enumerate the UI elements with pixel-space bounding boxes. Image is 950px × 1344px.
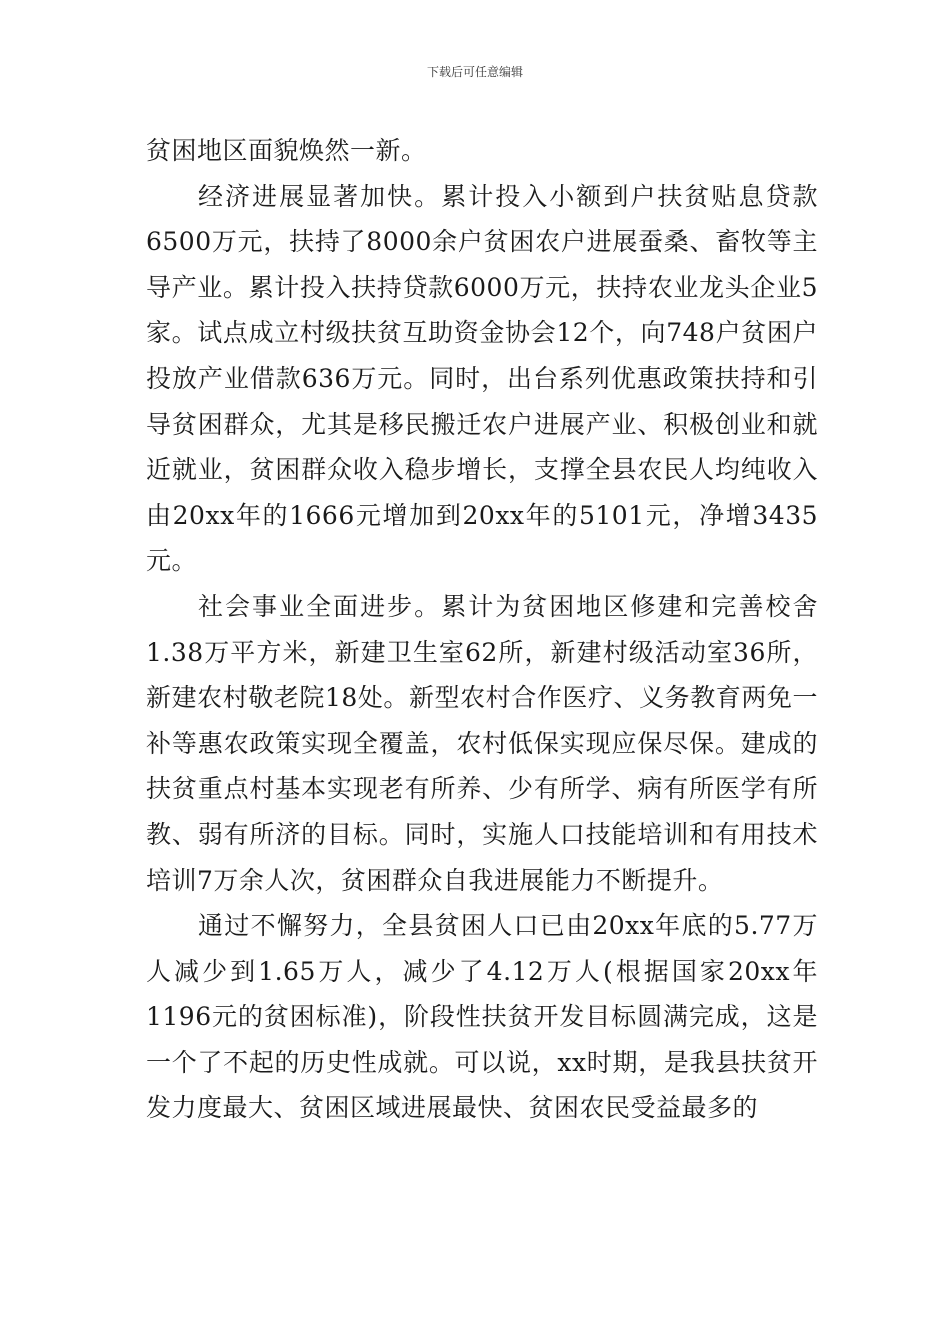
document-body [146,128,818,1131]
paragraph-continuation: 贫困地区面貌焕然一新。 [146,136,427,165]
paragraph-economic-development: 经济进展显著加快。累计投入小额到户扶贫贴息贷款6500万元，扶持了8000余户贫困农户进展蚕桑、畜牧等主导产业。累计投入扶持贷款6000万元，扶持农业龙头企业5家。试点成立村级扶贫互助资金协会12个，向748户贫困户投放产业借款636万元。同时，出台系列优惠政策扶持和引导贫困群众，尤其是移民搬迁农户进展产业、积极创业和就近就业，贫困群众收入稳步增长，支撑全县农民人均纯收入由20xx年的1666元增加到20xx年的5101元，净增3435元。 [146,181,818,576]
page-header: 下载后可任意编辑 [426,65,523,79]
paragraph-poverty-reduction: 通过不懈努力，全县贫困人口已由20xx年底的5.77万人减少到1.65万人，减少了4.12万人(根据国家20xx年1196元的贫困标准)，阶段性扶贫开发目标圆满完成，这是一个了不起的历史性成就。可以说，xx时期，是我县扶贫开发力度最大、贫困区域进展最快、贫困农民受益最多的 [146,911,818,1123]
paragraph-social-progress: 社会事业全面进步。累计为贫困地区修建和完善校舍1.38万平方米，新建卫生室62所，新建村级活动室36所，新建农村敬老院18处。新型农村合作医疗、义务教育两免一补等惠农政策实现全覆盖，农村低保实现应保尽保。建成的扶贫重点村基本实现老有所养、少有所学、病有所医学有所教、弱有所济的目标。同时，实施人口技能培训和有用技术培训7万余人次，贫困群众自我进展能力不断提升。 [146,591,818,895]
